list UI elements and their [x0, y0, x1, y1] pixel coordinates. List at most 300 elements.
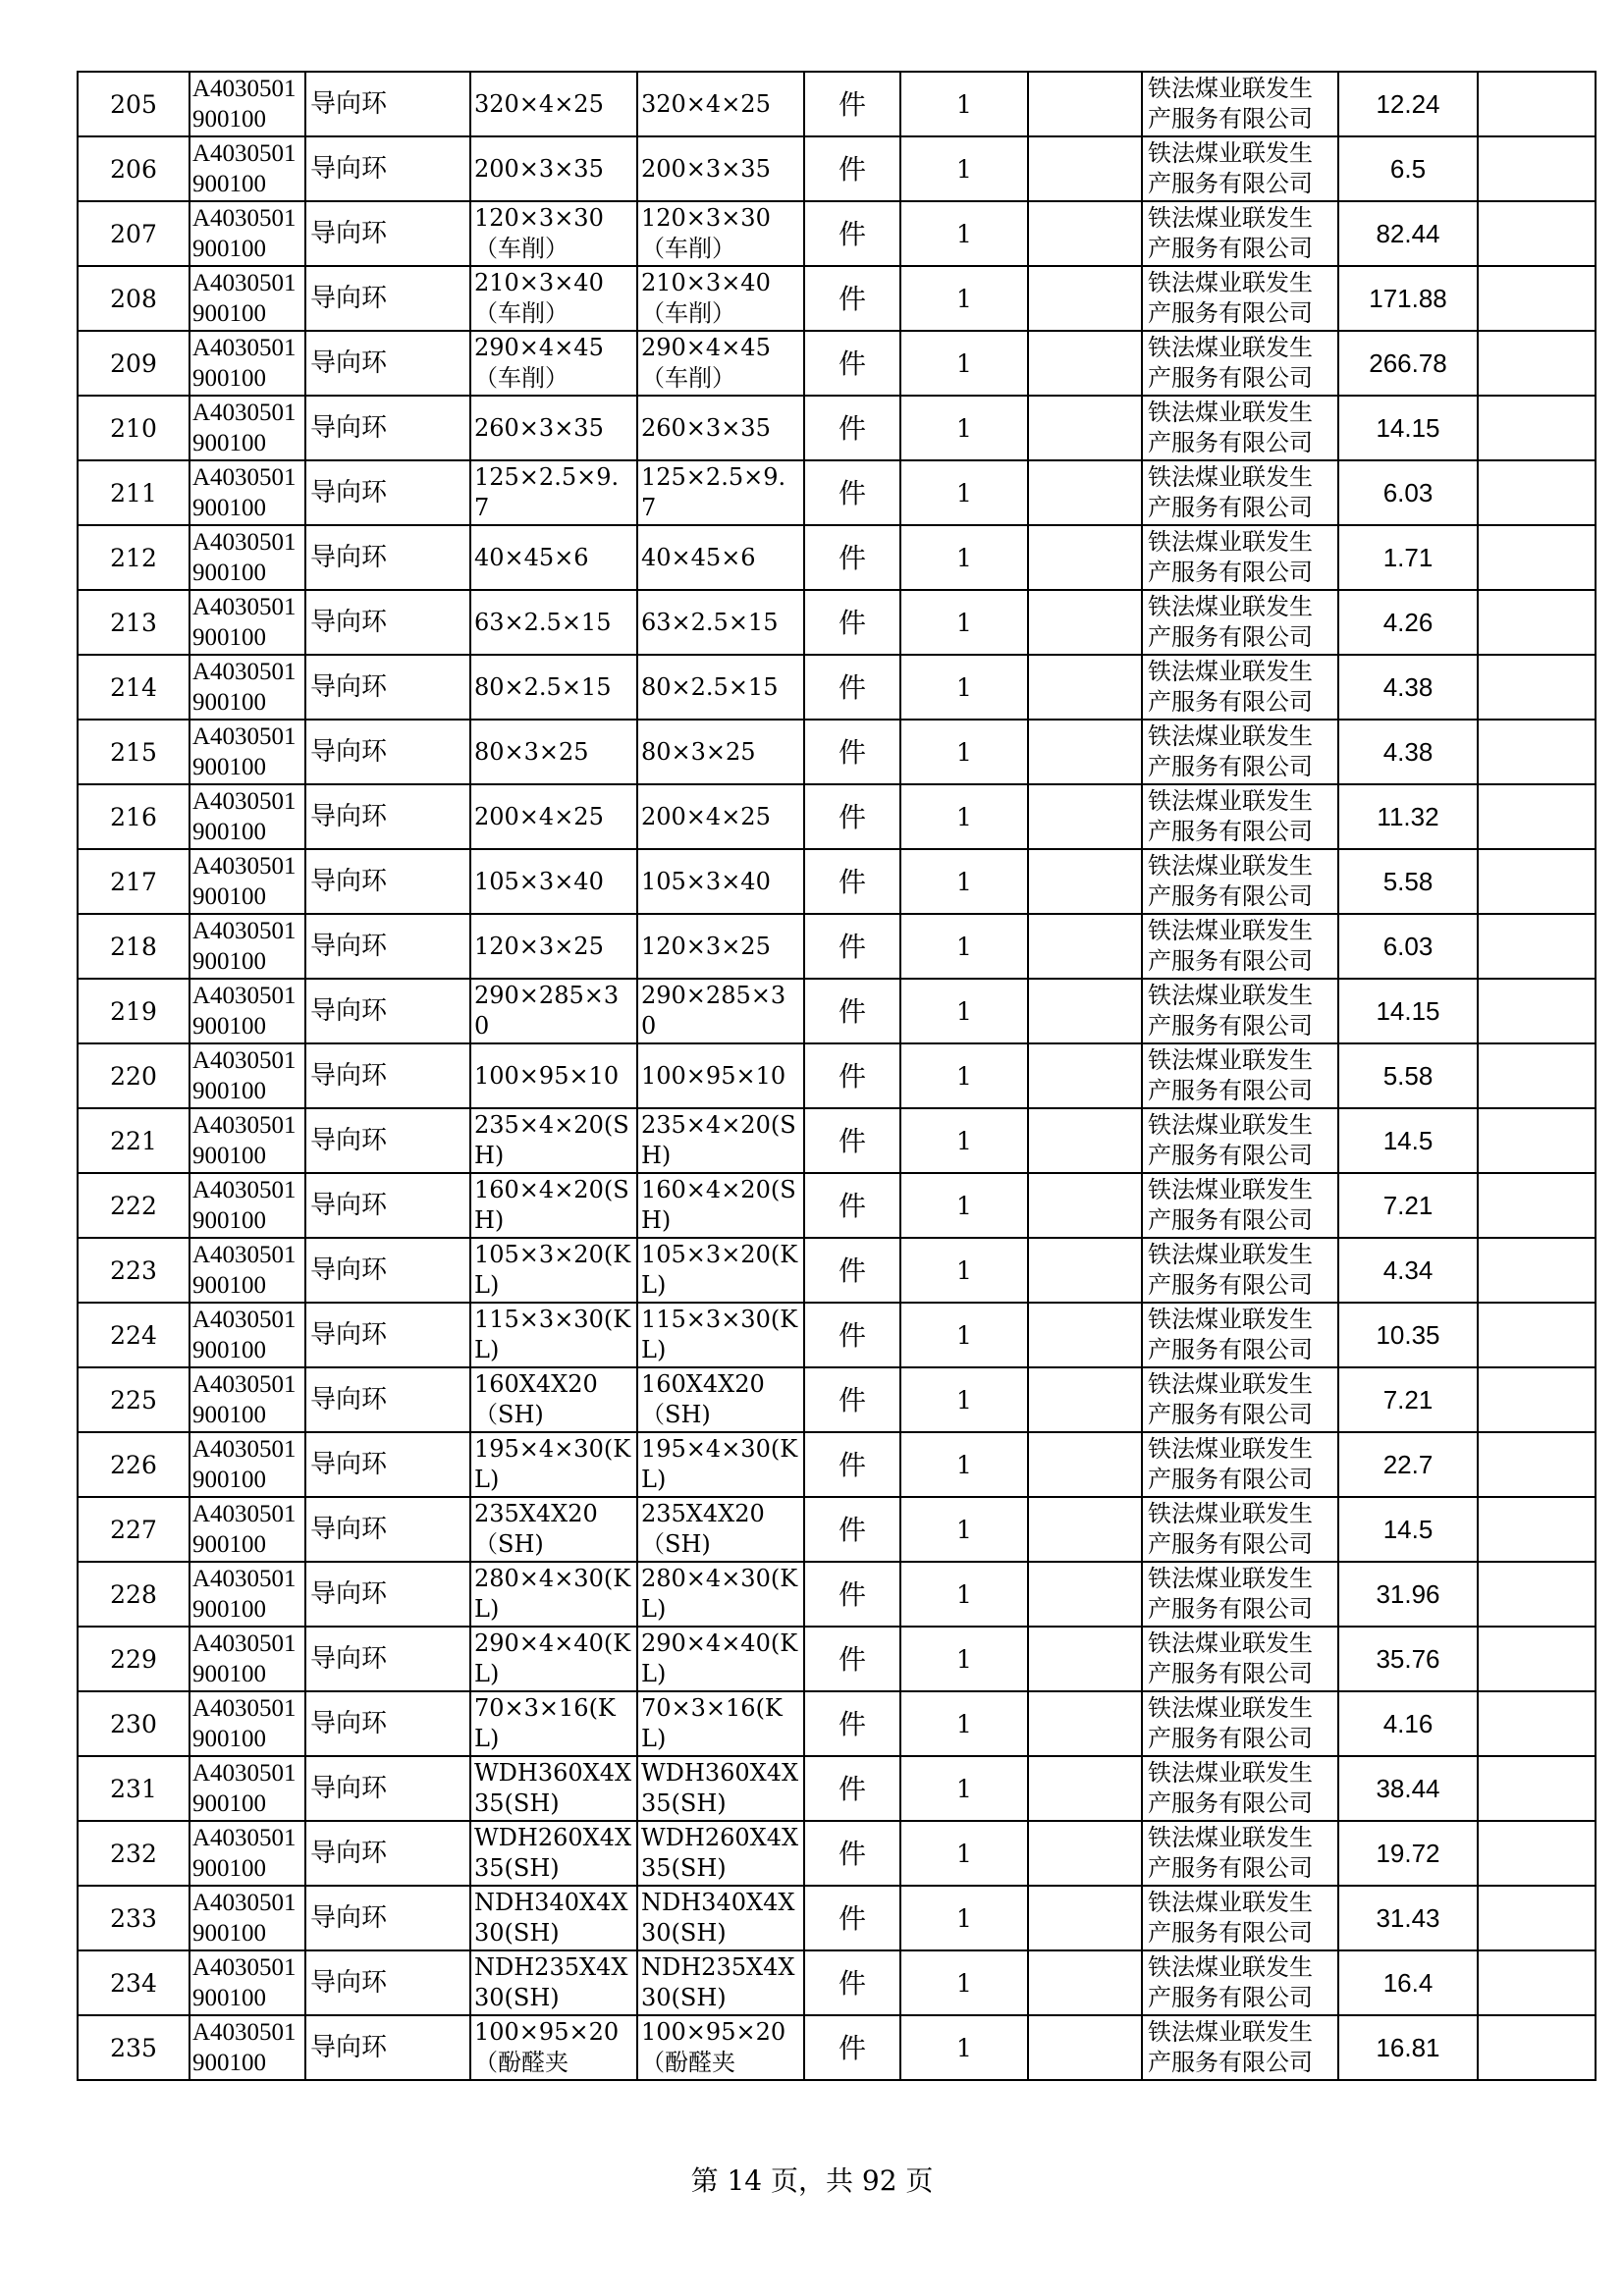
- model-cell: 100×95×10: [637, 1043, 804, 1108]
- table-row: [78, 331, 1596, 396]
- model-cell: 40×45×6: [637, 525, 804, 590]
- price-cell: 14.5: [1338, 1497, 1478, 1562]
- quantity-cell: 1: [900, 1627, 1028, 1691]
- quantity-cell: 1: [900, 784, 1028, 849]
- remark-cell: [1028, 1691, 1142, 1756]
- row-number-cell: 219: [78, 979, 189, 1043]
- table-row: [78, 849, 1596, 914]
- specification-cell: 235×4×20(SH): [470, 1108, 637, 1173]
- specification-cell: 290×4×45（车削）: [470, 331, 637, 396]
- row-number-cell: 207: [78, 201, 189, 266]
- row-number-cell: 233: [78, 1886, 189, 1950]
- row-number-cell: 223: [78, 1238, 189, 1303]
- table-row: [78, 1173, 1596, 1238]
- table-row: [78, 914, 1596, 979]
- supplier-cell: 铁法煤业联发生产服务有限公司: [1142, 1303, 1338, 1367]
- model-cell: 200×4×25: [637, 784, 804, 849]
- extra-cell: [1478, 1238, 1596, 1303]
- material-code-cell: A4030501900100: [189, 1950, 305, 2015]
- remark-cell: [1028, 1432, 1142, 1497]
- table-row: [78, 1627, 1596, 1691]
- model-cell: 115×3×30(KL): [637, 1303, 804, 1367]
- row-number-cell: 222: [78, 1173, 189, 1238]
- item-name-cell: 导向环: [305, 914, 470, 979]
- remark-cell: [1028, 1562, 1142, 1627]
- quantity-cell: 1: [900, 590, 1028, 655]
- price-cell: 6.5: [1338, 136, 1478, 201]
- quantity-cell: 1: [900, 525, 1028, 590]
- item-name-cell: 导向环: [305, 590, 470, 655]
- extra-cell: [1478, 979, 1596, 1043]
- row-number-cell: 234: [78, 1950, 189, 2015]
- extra-cell: [1478, 1303, 1596, 1367]
- item-name-cell: 导向环: [305, 1238, 470, 1303]
- unit-cell: 件: [804, 2015, 900, 2080]
- extra-cell: [1478, 655, 1596, 720]
- table-row: [78, 201, 1596, 266]
- price-cell: 4.34: [1338, 1238, 1478, 1303]
- item-name-cell: 导向环: [305, 1043, 470, 1108]
- material-code-cell: A4030501900100: [189, 201, 305, 266]
- price-cell: 10.35: [1338, 1303, 1478, 1367]
- unit-cell: 件: [804, 1173, 900, 1238]
- supplier-cell: 铁法煤业联发生产服务有限公司: [1142, 331, 1338, 396]
- quantity-cell: 1: [900, 849, 1028, 914]
- price-cell: 5.58: [1338, 1043, 1478, 1108]
- row-number-cell: 224: [78, 1303, 189, 1367]
- row-number-cell: 231: [78, 1756, 189, 1821]
- material-code-cell: A4030501900100: [189, 590, 305, 655]
- extra-cell: [1478, 784, 1596, 849]
- specification-cell: NDH235X4X30(SH): [470, 1950, 637, 2015]
- material-code-cell: A4030501900100: [189, 1756, 305, 1821]
- item-name-cell: 导向环: [305, 655, 470, 720]
- item-name-cell: 导向环: [305, 1950, 470, 2015]
- price-cell: 82.44: [1338, 201, 1478, 266]
- extra-cell: [1478, 1821, 1596, 1886]
- extra-cell: [1478, 2015, 1596, 2080]
- extra-cell: [1478, 720, 1596, 784]
- supplier-cell: 铁法煤业联发生产服务有限公司: [1142, 1950, 1338, 2015]
- extra-cell: [1478, 1756, 1596, 1821]
- price-cell: 22.7: [1338, 1432, 1478, 1497]
- extra-cell: [1478, 849, 1596, 914]
- remark-cell: [1028, 1367, 1142, 1432]
- material-code-cell: A4030501900100: [189, 849, 305, 914]
- model-cell: 290×4×45（车削）: [637, 331, 804, 396]
- material-code-cell: A4030501900100: [189, 1886, 305, 1950]
- supplier-cell: 铁法煤业联发生产服务有限公司: [1142, 1821, 1338, 1886]
- row-number-cell: 214: [78, 655, 189, 720]
- table-row: [78, 1562, 1596, 1627]
- table-row: [78, 525, 1596, 590]
- price-cell: 4.16: [1338, 1691, 1478, 1756]
- table-row: [78, 1821, 1596, 1886]
- specification-cell: WDH360X4X35(SH): [470, 1756, 637, 1821]
- row-number-cell: 232: [78, 1821, 189, 1886]
- item-name-cell: 导向环: [305, 1173, 470, 1238]
- model-cell: 320×4×25: [637, 72, 804, 136]
- quantity-cell: 1: [900, 136, 1028, 201]
- model-cell: 100×95×20（酚醛夹: [637, 2015, 804, 2080]
- table-row: [78, 2015, 1596, 2080]
- extra-cell: [1478, 1173, 1596, 1238]
- table-row: [78, 1108, 1596, 1173]
- supplier-cell: 铁法煤业联发生产服务有限公司: [1142, 590, 1338, 655]
- quantity-cell: 1: [900, 1432, 1028, 1497]
- row-number-cell: 221: [78, 1108, 189, 1173]
- table-row: [78, 1367, 1596, 1432]
- quantity-cell: 1: [900, 1950, 1028, 2015]
- remark-cell: [1028, 1886, 1142, 1950]
- specification-cell: NDH340X4X30(SH): [470, 1886, 637, 1950]
- price-cell: 4.38: [1338, 655, 1478, 720]
- unit-cell: 件: [804, 655, 900, 720]
- remark-cell: [1028, 590, 1142, 655]
- specification-cell: 280×4×30(KL): [470, 1562, 637, 1627]
- specification-cell: 70×3×16(KL): [470, 1691, 637, 1756]
- unit-cell: 件: [804, 1497, 900, 1562]
- specification-cell: 40×45×6: [470, 525, 637, 590]
- price-cell: 16.4: [1338, 1950, 1478, 2015]
- extra-cell: [1478, 1367, 1596, 1432]
- remark-cell: [1028, 1756, 1142, 1821]
- extra-cell: [1478, 1627, 1596, 1691]
- price-cell: 35.76: [1338, 1627, 1478, 1691]
- price-cell: 38.44: [1338, 1756, 1478, 1821]
- extra-cell: [1478, 1043, 1596, 1108]
- table-row: [78, 72, 1596, 136]
- row-number-cell: 211: [78, 460, 189, 525]
- table-row: [78, 1043, 1596, 1108]
- quantity-cell: 1: [900, 266, 1028, 331]
- row-number-cell: 208: [78, 266, 189, 331]
- specification-cell: 105×3×40: [470, 849, 637, 914]
- model-cell: 195×4×30(KL): [637, 1432, 804, 1497]
- specification-cell: 290×4×40(KL): [470, 1627, 637, 1691]
- extra-cell: [1478, 1886, 1596, 1950]
- extra-cell: [1478, 1432, 1596, 1497]
- model-cell: WDH260X4X35(SH): [637, 1821, 804, 1886]
- material-code-cell: A4030501900100: [189, 72, 305, 136]
- model-cell: 260×3×35: [637, 396, 804, 460]
- table-body: [78, 72, 1596, 2080]
- unit-cell: 件: [804, 849, 900, 914]
- row-number-cell: 206: [78, 136, 189, 201]
- specification-cell: 260×3×35: [470, 396, 637, 460]
- price-cell: 31.96: [1338, 1562, 1478, 1627]
- table-row: [78, 784, 1596, 849]
- model-cell: NDH340X4X30(SH): [637, 1886, 804, 1950]
- specification-cell: 125×2.5×9.7: [470, 460, 637, 525]
- remark-cell: [1028, 396, 1142, 460]
- model-cell: 120×3×25: [637, 914, 804, 979]
- supplier-cell: 铁法煤业联发生产服务有限公司: [1142, 979, 1338, 1043]
- table-row: [78, 136, 1596, 201]
- supplier-cell: 铁法煤业联发生产服务有限公司: [1142, 72, 1338, 136]
- row-number-cell: 216: [78, 784, 189, 849]
- supplier-cell: 铁法煤业联发生产服务有限公司: [1142, 1562, 1338, 1627]
- quantity-cell: 1: [900, 1497, 1028, 1562]
- specification-cell: 195×4×30(KL): [470, 1432, 637, 1497]
- row-number-cell: 215: [78, 720, 189, 784]
- model-cell: 235×4×20(SH): [637, 1108, 804, 1173]
- unit-cell: 件: [804, 1627, 900, 1691]
- extra-cell: [1478, 1108, 1596, 1173]
- supplier-cell: 铁法煤业联发生产服务有限公司: [1142, 2015, 1338, 2080]
- material-code-cell: A4030501900100: [189, 914, 305, 979]
- unit-cell: 件: [804, 914, 900, 979]
- item-name-cell: 导向环: [305, 201, 470, 266]
- row-number-cell: 228: [78, 1562, 189, 1627]
- material-code-cell: A4030501900100: [189, 979, 305, 1043]
- specification-cell: 160×4×20(SH): [470, 1173, 637, 1238]
- supplier-cell: 铁法煤业联发生产服务有限公司: [1142, 525, 1338, 590]
- price-cell: 14.15: [1338, 396, 1478, 460]
- model-cell: 125×2.5×9.7: [637, 460, 804, 525]
- model-cell: WDH360X4X35(SH): [637, 1756, 804, 1821]
- supplier-cell: 铁法煤业联发生产服务有限公司: [1142, 266, 1338, 331]
- material-code-cell: A4030501900100: [189, 460, 305, 525]
- price-cell: 14.15: [1338, 979, 1478, 1043]
- item-name-cell: 导向环: [305, 1108, 470, 1173]
- unit-cell: 件: [804, 1950, 900, 2015]
- table-row: [78, 1950, 1596, 2015]
- specification-cell: 290×285×30: [470, 979, 637, 1043]
- material-code-cell: A4030501900100: [189, 1367, 305, 1432]
- table-row: [78, 1756, 1596, 1821]
- quantity-cell: 1: [900, 720, 1028, 784]
- table-row: [78, 1432, 1596, 1497]
- model-cell: 200×3×35: [637, 136, 804, 201]
- extra-cell: [1478, 201, 1596, 266]
- price-cell: 266.78: [1338, 331, 1478, 396]
- row-number-cell: 220: [78, 1043, 189, 1108]
- supplier-cell: 铁法煤业联发生产服务有限公司: [1142, 655, 1338, 720]
- material-code-cell: A4030501900100: [189, 331, 305, 396]
- remark-cell: [1028, 849, 1142, 914]
- price-cell: 31.43: [1338, 1886, 1478, 1950]
- price-cell: 5.58: [1338, 849, 1478, 914]
- unit-cell: 件: [804, 784, 900, 849]
- material-code-cell: A4030501900100: [189, 136, 305, 201]
- remark-cell: [1028, 914, 1142, 979]
- unit-cell: 件: [804, 1108, 900, 1173]
- quantity-cell: 1: [900, 1562, 1028, 1627]
- row-number-cell: 213: [78, 590, 189, 655]
- extra-cell: [1478, 525, 1596, 590]
- price-cell: 7.21: [1338, 1173, 1478, 1238]
- model-cell: 160×4×20(SH): [637, 1173, 804, 1238]
- item-name-cell: 导向环: [305, 2015, 470, 2080]
- quantity-cell: 1: [900, 1821, 1028, 1886]
- model-cell: 105×3×20(KL): [637, 1238, 804, 1303]
- price-cell: 12.24: [1338, 72, 1478, 136]
- material-code-cell: A4030501900100: [189, 1432, 305, 1497]
- price-cell: 4.38: [1338, 720, 1478, 784]
- supplier-cell: 铁法煤业联发生产服务有限公司: [1142, 1043, 1338, 1108]
- extra-cell: [1478, 136, 1596, 201]
- extra-cell: [1478, 1497, 1596, 1562]
- price-cell: 4.26: [1338, 590, 1478, 655]
- specification-cell: 105×3×20(KL): [470, 1238, 637, 1303]
- quantity-cell: 1: [900, 1173, 1028, 1238]
- specification-cell: 120×3×30（车削）: [470, 201, 637, 266]
- quantity-cell: 1: [900, 655, 1028, 720]
- table-row: [78, 396, 1596, 460]
- model-cell: 290×4×40(KL): [637, 1627, 804, 1691]
- material-code-cell: A4030501900100: [189, 1562, 305, 1627]
- unit-cell: 件: [804, 72, 900, 136]
- specification-cell: 100×95×10: [470, 1043, 637, 1108]
- row-number-cell: 205: [78, 72, 189, 136]
- unit-cell: 件: [804, 136, 900, 201]
- material-code-cell: A4030501900100: [189, 784, 305, 849]
- remark-cell: [1028, 1821, 1142, 1886]
- unit-cell: 件: [804, 201, 900, 266]
- price-cell: 171.88: [1338, 266, 1478, 331]
- table-row: [78, 720, 1596, 784]
- unit-cell: 件: [804, 720, 900, 784]
- price-cell: 6.03: [1338, 460, 1478, 525]
- quantity-cell: 1: [900, 1043, 1028, 1108]
- specification-cell: 200×3×35: [470, 136, 637, 201]
- material-code-cell: A4030501900100: [189, 1691, 305, 1756]
- table-row: [78, 1303, 1596, 1367]
- parts-table: [77, 71, 1597, 2081]
- unit-cell: 件: [804, 590, 900, 655]
- row-number-cell: 217: [78, 849, 189, 914]
- material-code-cell: A4030501900100: [189, 1627, 305, 1691]
- table-row: [78, 1497, 1596, 1562]
- quantity-cell: 1: [900, 1886, 1028, 1950]
- extra-cell: [1478, 1691, 1596, 1756]
- supplier-cell: 铁法煤业联发生产服务有限公司: [1142, 1108, 1338, 1173]
- item-name-cell: 导向环: [305, 1821, 470, 1886]
- extra-cell: [1478, 460, 1596, 525]
- row-number-cell: 210: [78, 396, 189, 460]
- material-code-cell: A4030501900100: [189, 1821, 305, 1886]
- price-cell: 14.5: [1338, 1108, 1478, 1173]
- specification-cell: 63×2.5×15: [470, 590, 637, 655]
- table-row: [78, 590, 1596, 655]
- material-code-cell: A4030501900100: [189, 266, 305, 331]
- material-code-cell: A4030501900100: [189, 1173, 305, 1238]
- supplier-cell: 铁法煤业联发生产服务有限公司: [1142, 201, 1338, 266]
- item-name-cell: 导向环: [305, 136, 470, 201]
- extra-cell: [1478, 1950, 1596, 2015]
- item-name-cell: 导向环: [305, 1432, 470, 1497]
- quantity-cell: 1: [900, 201, 1028, 266]
- model-cell: NDH235X4X30(SH): [637, 1950, 804, 2015]
- quantity-cell: 1: [900, 72, 1028, 136]
- material-code-cell: A4030501900100: [189, 1043, 305, 1108]
- supplier-cell: 铁法煤业联发生产服务有限公司: [1142, 1691, 1338, 1756]
- unit-cell: 件: [804, 1756, 900, 1821]
- remark-cell: [1028, 655, 1142, 720]
- price-cell: 19.72: [1338, 1821, 1478, 1886]
- supplier-cell: 铁法煤业联发生产服务有限公司: [1142, 396, 1338, 460]
- quantity-cell: 1: [900, 1108, 1028, 1173]
- model-cell: 120×3×30（车削）: [637, 201, 804, 266]
- unit-cell: 件: [804, 1562, 900, 1627]
- item-name-cell: 导向环: [305, 525, 470, 590]
- unit-cell: 件: [804, 1886, 900, 1950]
- row-number-cell: 226: [78, 1432, 189, 1497]
- model-cell: 70×3×16(KL): [637, 1691, 804, 1756]
- supplier-cell: 铁法煤业联发生产服务有限公司: [1142, 1627, 1338, 1691]
- row-number-cell: 229: [78, 1627, 189, 1691]
- item-name-cell: 导向环: [305, 979, 470, 1043]
- model-cell: 235X4X20（SH): [637, 1497, 804, 1562]
- table-row: [78, 1238, 1596, 1303]
- extra-cell: [1478, 914, 1596, 979]
- supplier-cell: 铁法煤业联发生产服务有限公司: [1142, 1238, 1338, 1303]
- remark-cell: [1028, 525, 1142, 590]
- quantity-cell: 1: [900, 1238, 1028, 1303]
- specification-cell: 80×2.5×15: [470, 655, 637, 720]
- specification-cell: 120×3×25: [470, 914, 637, 979]
- extra-cell: [1478, 396, 1596, 460]
- quantity-cell: 1: [900, 1303, 1028, 1367]
- supplier-cell: 铁法煤业联发生产服务有限公司: [1142, 1497, 1338, 1562]
- table-row: [78, 266, 1596, 331]
- quantity-cell: 1: [900, 460, 1028, 525]
- row-number-cell: 218: [78, 914, 189, 979]
- item-name-cell: 导向环: [305, 331, 470, 396]
- supplier-cell: 铁法煤业联发生产服务有限公司: [1142, 1432, 1338, 1497]
- extra-cell: [1478, 72, 1596, 136]
- unit-cell: 件: [804, 1691, 900, 1756]
- remark-cell: [1028, 201, 1142, 266]
- material-code-cell: A4030501900100: [189, 1497, 305, 1562]
- remark-cell: [1028, 1627, 1142, 1691]
- supplier-cell: 铁法煤业联发生产服务有限公司: [1142, 1756, 1338, 1821]
- price-cell: 16.81: [1338, 2015, 1478, 2080]
- remark-cell: [1028, 1497, 1142, 1562]
- remark-cell: [1028, 1238, 1142, 1303]
- remark-cell: [1028, 979, 1142, 1043]
- table-row: [78, 1886, 1596, 1950]
- row-number-cell: 225: [78, 1367, 189, 1432]
- supplier-cell: 铁法煤业联发生产服务有限公司: [1142, 1173, 1338, 1238]
- unit-cell: 件: [804, 331, 900, 396]
- unit-cell: 件: [804, 979, 900, 1043]
- model-cell: 210×3×40（车削）: [637, 266, 804, 331]
- specification-cell: WDH260X4X35(SH): [470, 1821, 637, 1886]
- unit-cell: 件: [804, 1043, 900, 1108]
- row-number-cell: 227: [78, 1497, 189, 1562]
- remark-cell: [1028, 1950, 1142, 2015]
- unit-cell: 件: [804, 396, 900, 460]
- page-footer: 第 14 页，共 92 页: [690, 2164, 934, 2197]
- item-name-cell: 导向环: [305, 1367, 470, 1432]
- material-code-cell: A4030501900100: [189, 2015, 305, 2080]
- supplier-cell: 铁法煤业联发生产服务有限公司: [1142, 720, 1338, 784]
- model-cell: 290×285×30: [637, 979, 804, 1043]
- table-row: [78, 979, 1596, 1043]
- quantity-cell: 1: [900, 1367, 1028, 1432]
- item-name-cell: 导向环: [305, 1886, 470, 1950]
- price-cell: 6.03: [1338, 914, 1478, 979]
- remark-cell: [1028, 266, 1142, 331]
- quantity-cell: 1: [900, 396, 1028, 460]
- item-name-cell: 导向环: [305, 784, 470, 849]
- item-name-cell: 导向环: [305, 1691, 470, 1756]
- material-code-cell: A4030501900100: [189, 655, 305, 720]
- price-cell: 7.21: [1338, 1367, 1478, 1432]
- unit-cell: 件: [804, 1821, 900, 1886]
